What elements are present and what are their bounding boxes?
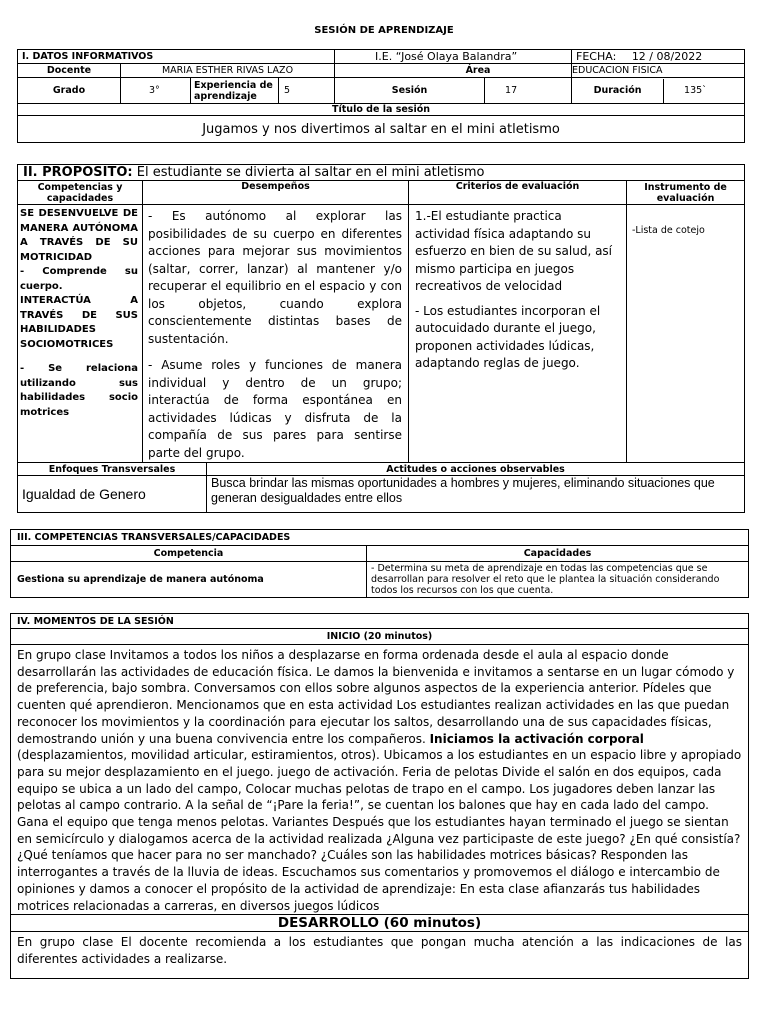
inicio-bold: Iniciamos la activación corporal bbox=[429, 731, 644, 746]
datos-heading: I. DATOS INFORMATIVOS bbox=[18, 50, 335, 64]
desempeno-1: - Es autónomo al explorar las posibilidades de su cuerpo en diferentes acciones para mejorar sus movimientos (saltar, correr, lanzar) al mantener y/o recuperar el equilibrio en el espacio y con los objetos, cuando explora conscientemente distintas bases de sustentación. bbox=[148, 209, 402, 346]
titulo-value: Jugamos y nos divertimos al saltar en el mini atletismo bbox=[18, 116, 745, 143]
col-competencias: Competencias y capacidades bbox=[18, 181, 143, 205]
document-title: SESIÓN DE APRENDIZAJE bbox=[314, 25, 454, 36]
sesion-label: Sesión bbox=[335, 78, 485, 104]
inicio-title: INICIO (20 minutos) bbox=[11, 629, 749, 645]
desempenos-cell bbox=[143, 205, 409, 463]
competencia-2: INTERACTÚA A TRAVÉS DE SUS HABILIDADES SOCIOMOTRICES bbox=[20, 295, 138, 350]
competencia-transversal: Gestiona su aprendizaje de manera autónoma bbox=[11, 562, 367, 598]
col-competencia: Competencia bbox=[11, 546, 367, 562]
datos-informativos-table bbox=[17, 49, 745, 143]
institucion: I.E. “José Olaya Balandra” bbox=[335, 50, 572, 64]
col-capacidades: Capacidades bbox=[367, 546, 749, 562]
col-instrumento: Instrumento de evaluación bbox=[627, 181, 745, 205]
competencias-cell bbox=[18, 205, 143, 463]
fecha-label: FECHA: bbox=[576, 50, 617, 63]
duracion-value: 135` bbox=[684, 84, 707, 96]
proposito-row bbox=[18, 165, 745, 181]
fecha bbox=[572, 50, 745, 64]
actitudes-label: Actitudes o acciones observables bbox=[207, 463, 745, 476]
experiencia-value: 5 bbox=[279, 78, 335, 104]
desempeno-2: - Asume roles y funciones de manera individual y dentro de un grupo; interactúa de forma espontánea en actividades lúdicas y disfruta de la compañía de sus pares para sentirse parte del grupo. bbox=[148, 358, 402, 460]
enfoque-value: Igualdad de Genero bbox=[18, 476, 207, 513]
instrumento-cell: -Lista de cotejo bbox=[627, 205, 745, 463]
col-criterios: Criterios de evaluación bbox=[409, 181, 627, 205]
criterios-cell bbox=[409, 205, 627, 463]
grado-label: Grado bbox=[18, 78, 121, 104]
proposito-table bbox=[17, 164, 745, 513]
enfoques-label: Enfoques Transversales bbox=[18, 463, 207, 476]
inicio-text bbox=[11, 645, 749, 915]
capacidad-transversal: - Determina su meta de aprendizaje en todas las competencias que se desarrollan para resolver el reto que le plantea la situación considerando todos los recursos con los que cuenta. bbox=[367, 562, 749, 598]
transversales-heading: III. COMPETENCIAS TRANSVERSALES/CAPACIDADES bbox=[11, 530, 749, 546]
col-desempenos: Desempeños bbox=[143, 181, 409, 205]
fecha-value: 12 / 08/2022 bbox=[631, 50, 703, 63]
capacidad-2: - Se relaciona utilizando sus habilidades socio motrices bbox=[20, 363, 138, 418]
momentos-table bbox=[10, 613, 749, 979]
competencias-transversales-table bbox=[10, 529, 749, 598]
experiencia-label: Experiencia de aprendizaje bbox=[191, 78, 279, 104]
area-label: Área bbox=[335, 64, 572, 78]
grado-value: 3° bbox=[121, 78, 191, 104]
proposito-text: El estudiante se divierta al saltar en el mini atletismo bbox=[136, 165, 485, 180]
area-value: EDUCACION FISICA bbox=[572, 64, 745, 78]
duracion-cell bbox=[572, 78, 745, 104]
momentos-heading: IV. MOMENTOS DE LA SESIÓN bbox=[11, 614, 749, 629]
titulo-label: Título de la sesión bbox=[18, 104, 745, 116]
docente-value: MARIA ESTHER RIVAS LAZO bbox=[121, 64, 335, 78]
capacidad-1: - Comprende su cuerpo. bbox=[20, 266, 138, 292]
proposito-heading: II. PROPÓSITO: bbox=[23, 165, 133, 180]
actitud-value: Busca brindar las mismas oportunidades a hombres y mujeres, eliminando situaciones que generan desigualdades entre ellos bbox=[207, 476, 745, 513]
criterio-1: 1.-El estudiante practica actividad física adaptando su esfuerzo en bien de su salud, así mismo participa en juegos recreativos de velocidad bbox=[415, 209, 613, 293]
competencia-1: SE DESENVUELVE DE MANERA AUTÓNOMA A TRAVÉS DE SU MOTRICIDAD bbox=[20, 208, 138, 263]
desarrollo-title: DESARROLLO (60 minutos) bbox=[11, 915, 749, 932]
criterio-2: - Los estudiantes incorporan el autocuidado durante el juego, proponen actividades lúdicas, adaptando reglas de juego. bbox=[415, 303, 601, 370]
inicio-part1: En grupo clase Invitamos a todos los niños a desplazarse en forma ordenada desde el aula al espacio donde desarrollarán las actividades de educación física. Le damos la bienvenida e invitamos a sentarse en un lugar cómodo y de preferencia, bajo sombra. Conversamos con ellos sobre algunos aspectos de la experiencia anterior. Pídeles que cuenten qué aprendieron. Mencionamos que en esta actividad Los estudiantes realizan actividades en las que puedan reconocer los movimientos y la coordinación para ejecutar los saltos, desarrollando una de sus capacidades físicas, demostrando unión y una buena convivencia entre los compañeros. bbox=[17, 648, 735, 746]
desarrollo-text: En grupo clase El docente recomienda a los estudiantes que pongan mucha atención a las indicaciones de las diferentes actividades a realizarse. bbox=[11, 932, 749, 979]
docente-label: Docente bbox=[18, 64, 121, 78]
duracion-label: Duración bbox=[572, 79, 664, 103]
inicio-part2: (desplazamientos, movilidad articular, estiramientos, otros). Ubicamos a los estudiantes en un espacio libre y apropiado para su mejor desplazamiento en el juego. juego de activación. Feria de pelotas Divide el salón en dos equipos, cada equipo se ubica a un lado del campo, Colocar muchas pelotas de trapo en el campo. Los jugadores deben lanzar las pelotas al campo contrario. A la señal de “¡Pare la feria!”, se cuentan los balones que hay en cada lado del campo. Gana el equipo que tenga menos pelotas. Variantes Después que los estudiantes hayan terminado el juego se sientan en semicírculo y dialogamos acerca de la actividad realizada ¿Alguna vez participaste de este juego? ¿En qué consistía? ¿Qué teníamos que hacer para no ser manchado? ¿Cuáles son las habilidades motrices básicas? Responden las interrogantes a través de la lluvia de ideas. Escuchamos sus comentarios y promovemos el diálogo e intercambio de opiniones y damos a conocer el propósito de la actividad de aprendizaje: En esta clase afianzarás tus habilidades motrices relacionadas a carreras, en diversos juegos lúdicos bbox=[17, 748, 742, 913]
sesion-value: 17 bbox=[485, 78, 572, 104]
